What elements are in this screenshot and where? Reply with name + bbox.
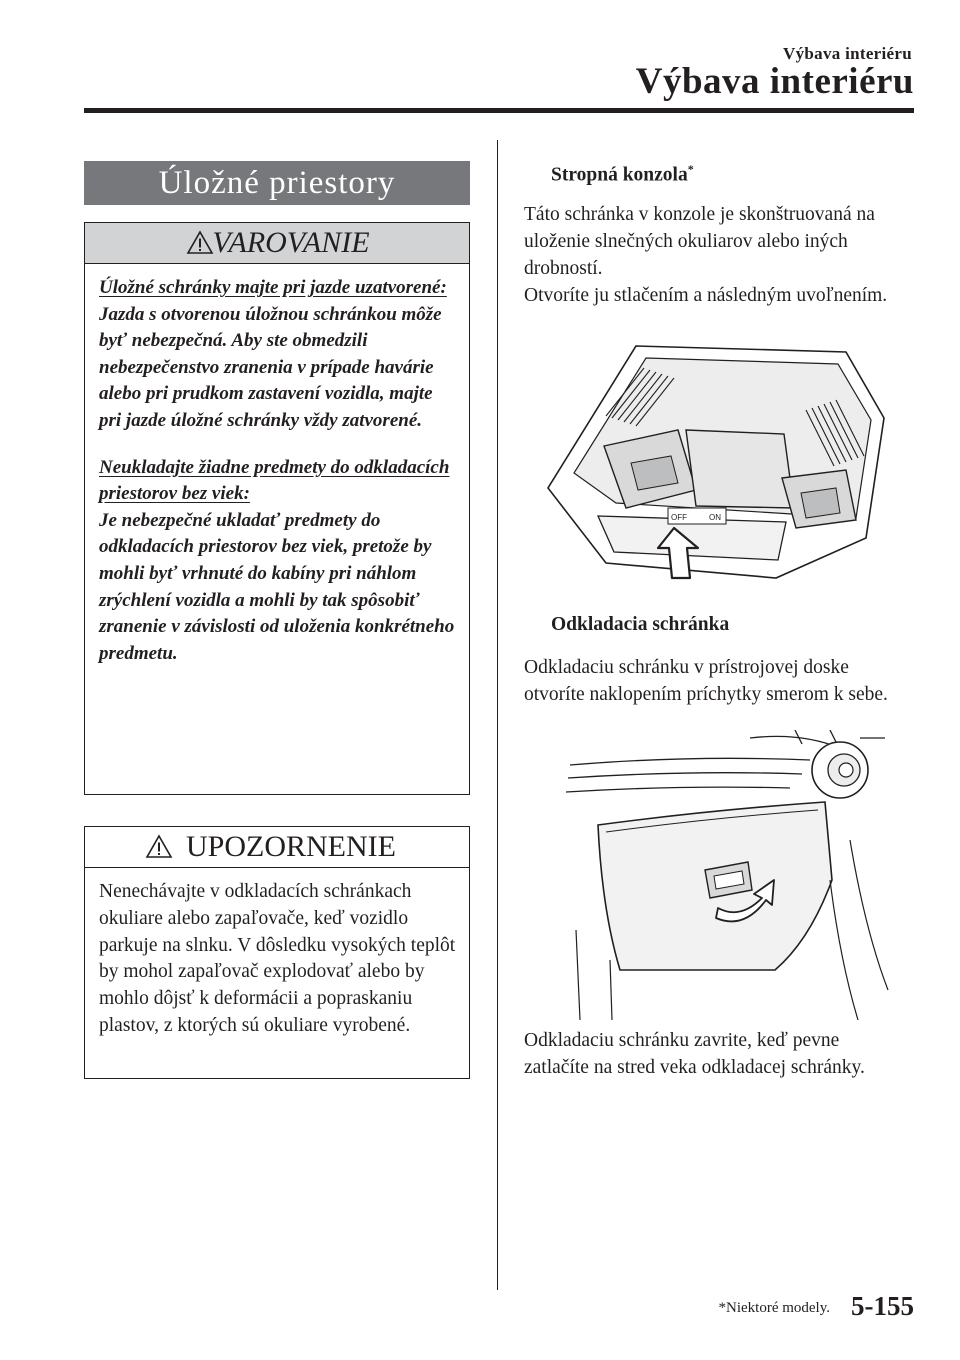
glovebox-close-text: Odkladaciu schránku zavrite, keď pevne zatlačíte na stred veka odkladacej schránky. (524, 1030, 865, 1078)
column-separator (497, 140, 498, 1290)
warning-label: VAROVANIE (212, 226, 370, 259)
glovebox-heading: Odkladacia schránka (551, 614, 730, 635)
overhead-console-text: Táto schránka v konzole je skonštruovaná na uloženie slnečných okuliarov alebo iných drobností. (524, 204, 875, 279)
warning-heading-2: Neukladajte žiadne predmety do odkladacích priestorov bez viek: (99, 456, 450, 505)
warning-body (99, 275, 459, 667)
overhead-console-illustration (546, 338, 888, 583)
glovebox-open-text: Odkladaciu schránku v prístrojovej doske otvoríte naklopením príchytky smerom k sebe. (524, 657, 888, 705)
page-number: 5-155 (851, 1291, 914, 1321)
section-title: Úložné priestory (84, 161, 470, 205)
caution-label: UPOZORNENIE (186, 830, 396, 863)
warning-heading-1: Úložné schránky majte pri jazde uzatvorené: (99, 277, 447, 298)
caution-body: Nenechávajte v odkladacích schránkach okuliare alebo zapaľovače, keď vozidlo parkuje na slnku. V dôsledku vysokých teplôt by mohol zapaľovač explodovať alebo by mohlo dôjsť k deformácii a popraskaniu plastov, z ktorých sú okuliare vyrobené. (99, 881, 456, 1036)
running-header-small: Výbava interiéru (783, 44, 912, 63)
caution-box (84, 826, 470, 1079)
glovebox-illustration (540, 730, 920, 1020)
warning-text-2: Je nebezpečné ukladať predmety do odkladacích priestorov bez viek, pretože by mohli byť vrhnuté do kabíny pri náhlom zrýchlení vozidla a mohli by tak spôsobiť zranenie v závislosti od uloženia konkrétneho predmetu. (99, 509, 455, 664)
header-rule (84, 108, 914, 113)
footnote: *Niektoré modely. (718, 1300, 830, 1316)
switch-off-label: OFF (671, 513, 687, 522)
warning-header (85, 223, 469, 264)
warning-box (84, 222, 470, 795)
caution-header (85, 827, 469, 868)
warning-text-1: Jazda s otvorenou úložnou schránkou môže byť nebezpečná. Aby ste obmedzili nebezpečenstvo zranenia v prípade havárie alebo pri prudkom zastavení vozidla, majte pri jazde úložné schránky vždy zatvorené. (99, 303, 442, 431)
running-header-title: Výbava interiéru (635, 61, 914, 102)
switch-on-label: ON (709, 513, 721, 522)
overhead-console-heading: Stropná konzola* (551, 162, 694, 186)
overhead-console-text-2: Otvoríte ju stlačením a následným uvoľnením. (524, 285, 888, 306)
